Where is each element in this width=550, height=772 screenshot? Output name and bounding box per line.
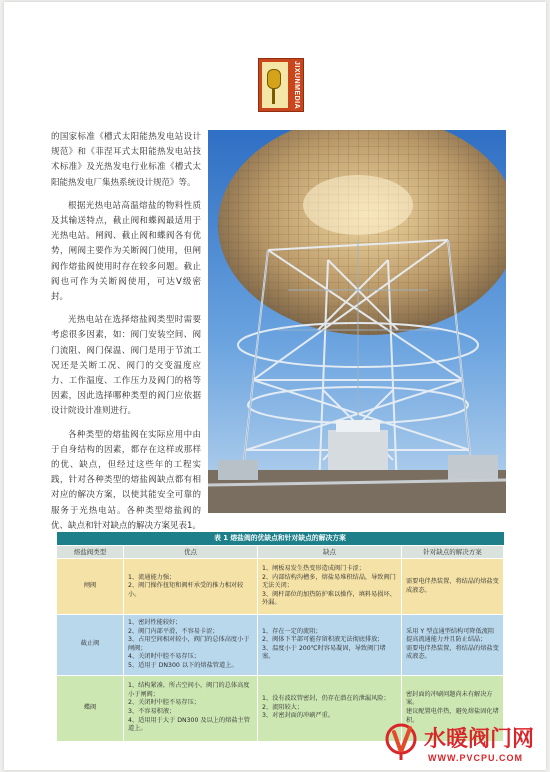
header-type: 熔盐阀类型: [57, 546, 124, 559]
site-watermark: [384, 720, 544, 768]
list-item: 5、适用于 DN300 以下的熔盐管道上。: [128, 661, 238, 669]
microphone-stand: [272, 88, 275, 104]
list-item: 4、适用用于大于 DN300 及以上的熔盐主管道上。: [128, 716, 250, 733]
valve-type: 截止阀: [57, 615, 124, 676]
watermark-site-name: 水暖阀门网: [424, 727, 535, 752]
header-cons: 缺点: [258, 546, 402, 559]
header-pros: 优点: [124, 546, 258, 559]
list-item: 2、关闭时中腔不易存压；: [128, 699, 200, 707]
list-item: 3、占用空间相对较小，阀门的总体高度小于闸阀；: [128, 636, 250, 652]
list-item: 建议配置电伴热，避免熔盐固化堵积。: [406, 708, 499, 724]
list-item: 需要电伴热装置，将结晶的熔盐变成液态。: [406, 644, 499, 661]
solution-cell: [402, 615, 504, 676]
list-item: 2、阀门内部平滑，不容易卡涩；: [128, 627, 219, 635]
table-caption-row: [57, 532, 504, 546]
pros-cell: [124, 675, 258, 741]
logo-text: JIXUNMEDIA: [293, 61, 300, 110]
list-item: 2、流阻较大；: [262, 703, 304, 711]
article-paragraph: 各种类型的熔盐阀在实际应用中由于自身结构的因素，都存在这样或那样的优、缺点，但经过这些年的工程实践，针对各种类型的熔盐阀缺点都有相对应的解决方案，以使其能安全可靠的服务于光热电站。各种类型熔盐阀的优、缺点和针对缺点的解决方案见表1。: [51, 429, 201, 531]
valve-logo-icon: [384, 722, 418, 762]
microphone-icon: [267, 69, 281, 89]
article-paragraph: 光热电站在选择熔盐阀类型时需要考虑很多因素，如：阀门安装空间、阀门流阻、阀门保温、阀门是用于节流工况还是关断工况、阀门的交变温度应力、工作温度、工作压力及阀门的格等因素，因此选择哪种类型的阀门应依据设计院设计准则进行。: [51, 315, 201, 417]
table-row: [57, 615, 504, 676]
table-row: [57, 559, 504, 615]
watermark-url: WWW.PVCPU.COM: [428, 753, 523, 763]
list-item: 3、不容易积液；: [128, 708, 176, 716]
cons-cell: [258, 559, 402, 615]
list-item: 需要电伴热装置，将结晶的熔盐变成液态。: [406, 577, 499, 594]
list-item: 4、关闭时中腔不易存压；: [128, 653, 200, 661]
article-body: [51, 130, 201, 542]
list-item: 采用 Y 型直通型结构可降低流阻提高流通能力并且防止结晶；: [406, 627, 495, 644]
list-item: 1、结构紧凑，所占空间小，阀门的总体高度小于闸阀；: [128, 682, 250, 698]
valve-type: 闸阀: [57, 559, 124, 615]
list-item: 1、没有波纹管密封，仍存在潜在的泄漏风险；: [262, 695, 390, 703]
list-item: 2、阀门操作扭矩和阀杆承受的推力相对较小。: [128, 582, 244, 598]
list-item: 密封面的冲刷问题尚未有解决方案。: [406, 690, 493, 707]
list-item: 1、密封性能较好；: [128, 619, 182, 626]
brand-logo: [258, 58, 304, 112]
solution-cell: [402, 559, 504, 615]
list-item: 1、存在一定的流阻；: [262, 627, 322, 635]
pros-cell: [124, 559, 258, 615]
pros-cell: [124, 615, 258, 676]
table-header-row: [57, 546, 504, 559]
list-item: 3、阀杆部位的加热防护难以操作，填料易损坏、外漏。: [262, 590, 396, 607]
article-paragraph: 根据光热电站高温熔盐的物料性质及其输送特点，截止阀和蝶阀最适用于光热电站。闸阀、截止阀和蝶阀各有优势，闸阀主要作为关断阀门使用，但闸阀作熔盐阀使用时存在较多问题。截止阀也可作为关断阀使用，可达V级密封。: [51, 200, 201, 303]
article-paragraph: 的国家标准《槽式太阳能热发电站设计规范》和《菲涅耳式太阳能热发电站技术标准》及光热发电行业标准《槽式太阳能热发电厂集热系统设计规范》等。: [51, 132, 201, 188]
list-item: 3、对密封面的冲刷严重。: [262, 712, 334, 720]
header-solution: 针对缺点的解决方案: [402, 546, 504, 559]
list-item: 2、内部结构沟槽多，熔盐易堆积结晶，导致阀门无法关闭；: [262, 573, 396, 590]
comparison-table: [56, 532, 504, 742]
list-item: 1、闸板易发生热变形造成阀门卡涩；: [262, 565, 365, 573]
cons-cell: [258, 675, 402, 741]
list-item: 2、阀体下半部可能存留积液无法彻底排放；: [262, 636, 384, 644]
valve-type: 蝶阀: [57, 675, 124, 741]
cons-cell: [258, 615, 402, 676]
list-item: 1、流通能力强；: [128, 573, 176, 581]
solar-tower-photo: [208, 130, 506, 513]
table-caption: 表 1 熔盐阀的优缺点和针对缺点的解决方案: [57, 532, 504, 546]
page: [4, 2, 546, 770]
list-item: 3、温度小于 200℃时容易凝固，导致阀门堵塞。: [262, 644, 386, 661]
